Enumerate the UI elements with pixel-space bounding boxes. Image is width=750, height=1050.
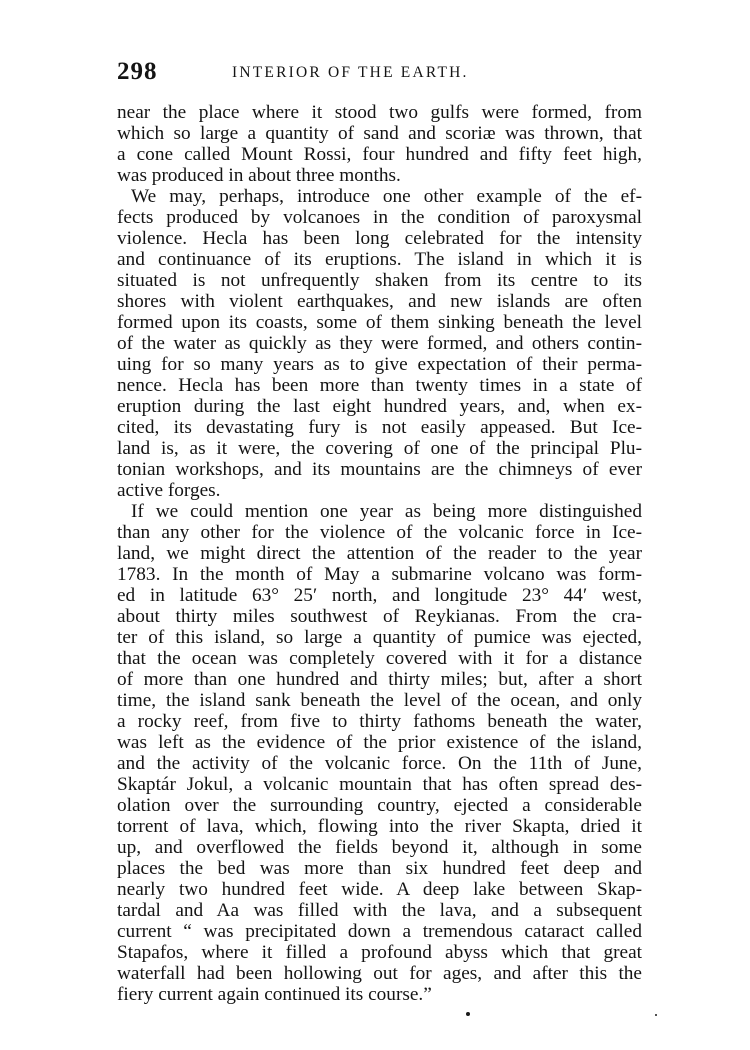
text-line: eruption during the last eight hundred years, and, when ex- (117, 396, 642, 417)
text-line: than any other for the violence of the volcanic force in Ice- (117, 522, 642, 543)
text-line: violence. Hecla has been long celebrated for the intensity (117, 228, 642, 249)
text-line: was left as the evidence of the prior existence of the island, (117, 732, 642, 753)
text-line: torrent of lava, which, flowing into the river Skapta, dried it (117, 816, 642, 837)
running-title: INTERIOR OF THE EARTH. (232, 64, 469, 81)
text-line: fiery current again continued its course.” (117, 984, 432, 1005)
text-line: a rocky reef, from five to thirty fathoms beneath the water, (117, 711, 642, 732)
text-line: cited, its devastating fury is not easily appeased. But Ice- (117, 417, 642, 438)
text-line: a cone called Mount Rossi, four hundred and fifty feet high, (117, 144, 642, 165)
text-line: and the activity of the volcanic force. On the 11th of June, (117, 753, 642, 774)
text-line: Stapafos, where it filled a profound abyss which that great (117, 942, 642, 963)
text-line: nearly two hundred feet wide. A deep lake between Skap- (117, 879, 642, 900)
page-number: 298 (117, 58, 158, 85)
text-line: that the ocean was completely covered with it for a distance (117, 648, 642, 669)
text-line: formed upon its coasts, some of them sinking beneath the level (117, 312, 642, 333)
text-line: current “ was precipitated down a tremendous cataract called (117, 921, 642, 942)
text-line: waterfall had been hollowing out for ages, and after this the (117, 963, 642, 984)
text-line: olation over the surrounding country, ejected a considerable (117, 795, 642, 816)
text-line: of more than one hundred and thirty miles; but, after a short (117, 669, 642, 690)
running-head (117, 58, 642, 90)
ink-speck (466, 1012, 470, 1016)
text-line: nence. Hecla has been more than twenty times in a state of (117, 375, 642, 396)
text-line: time, the island sank beneath the level of the ocean, and only (117, 690, 642, 711)
text-line: Skaptár Jokul, a volcanic mountain that has often spread des- (117, 774, 642, 795)
text-line: places the bed was more than six hundred feet deep and (117, 858, 642, 879)
text-line: active forges. (117, 480, 221, 501)
paragraph-start-line: We may, perhaps, introduce one other example of the ef- (131, 186, 642, 207)
text-line: up, and overflowed the fields beyond it, although in some (117, 837, 642, 858)
text-line: tonian workshops, and its mountains are the chimneys of ever (117, 459, 642, 480)
text-line: land, we might direct the attention of the reader to the year (117, 543, 642, 564)
body-text (117, 102, 642, 1005)
text-line: was produced in about three months. (117, 165, 401, 186)
text-line: ed in latitude 63° 25′ north, and longitude 23° 44′ west, (117, 585, 642, 606)
text-line: shores with violent earthquakes, and new islands are often (117, 291, 642, 312)
text-line: and continuance of its eruptions. The island in which it is (117, 249, 642, 270)
ink-speck (655, 1014, 657, 1016)
text-line: which so large a quantity of sand and scoriæ was thrown, that (117, 123, 642, 144)
paragraph-start-line: If we could mention one year as being more distinguished (131, 501, 642, 522)
text-line: fects produced by volcanoes in the condition of paroxysmal (117, 207, 642, 228)
text-line: about thirty miles southwest of Reykianas. From the cra- (117, 606, 642, 627)
text-line: land is, as it were, the covering of one of the principal Plu- (117, 438, 642, 459)
text-line: ter of this island, so large a quantity of pumice was ejected, (117, 627, 642, 648)
text-line: uing for so many years as to give expectation of their perma- (117, 354, 642, 375)
text-line: near the place where it stood two gulfs were formed, from (117, 102, 642, 123)
text-line: tardal and Aa was filled with the lava, and a subsequent (117, 900, 642, 921)
text-line: of the water as quickly as they were formed, and others contin- (117, 333, 642, 354)
text-line: situated is not unfrequently shaken from its centre to its (117, 270, 642, 291)
text-line: 1783. In the month of May a submarine volcano was form- (117, 564, 642, 585)
